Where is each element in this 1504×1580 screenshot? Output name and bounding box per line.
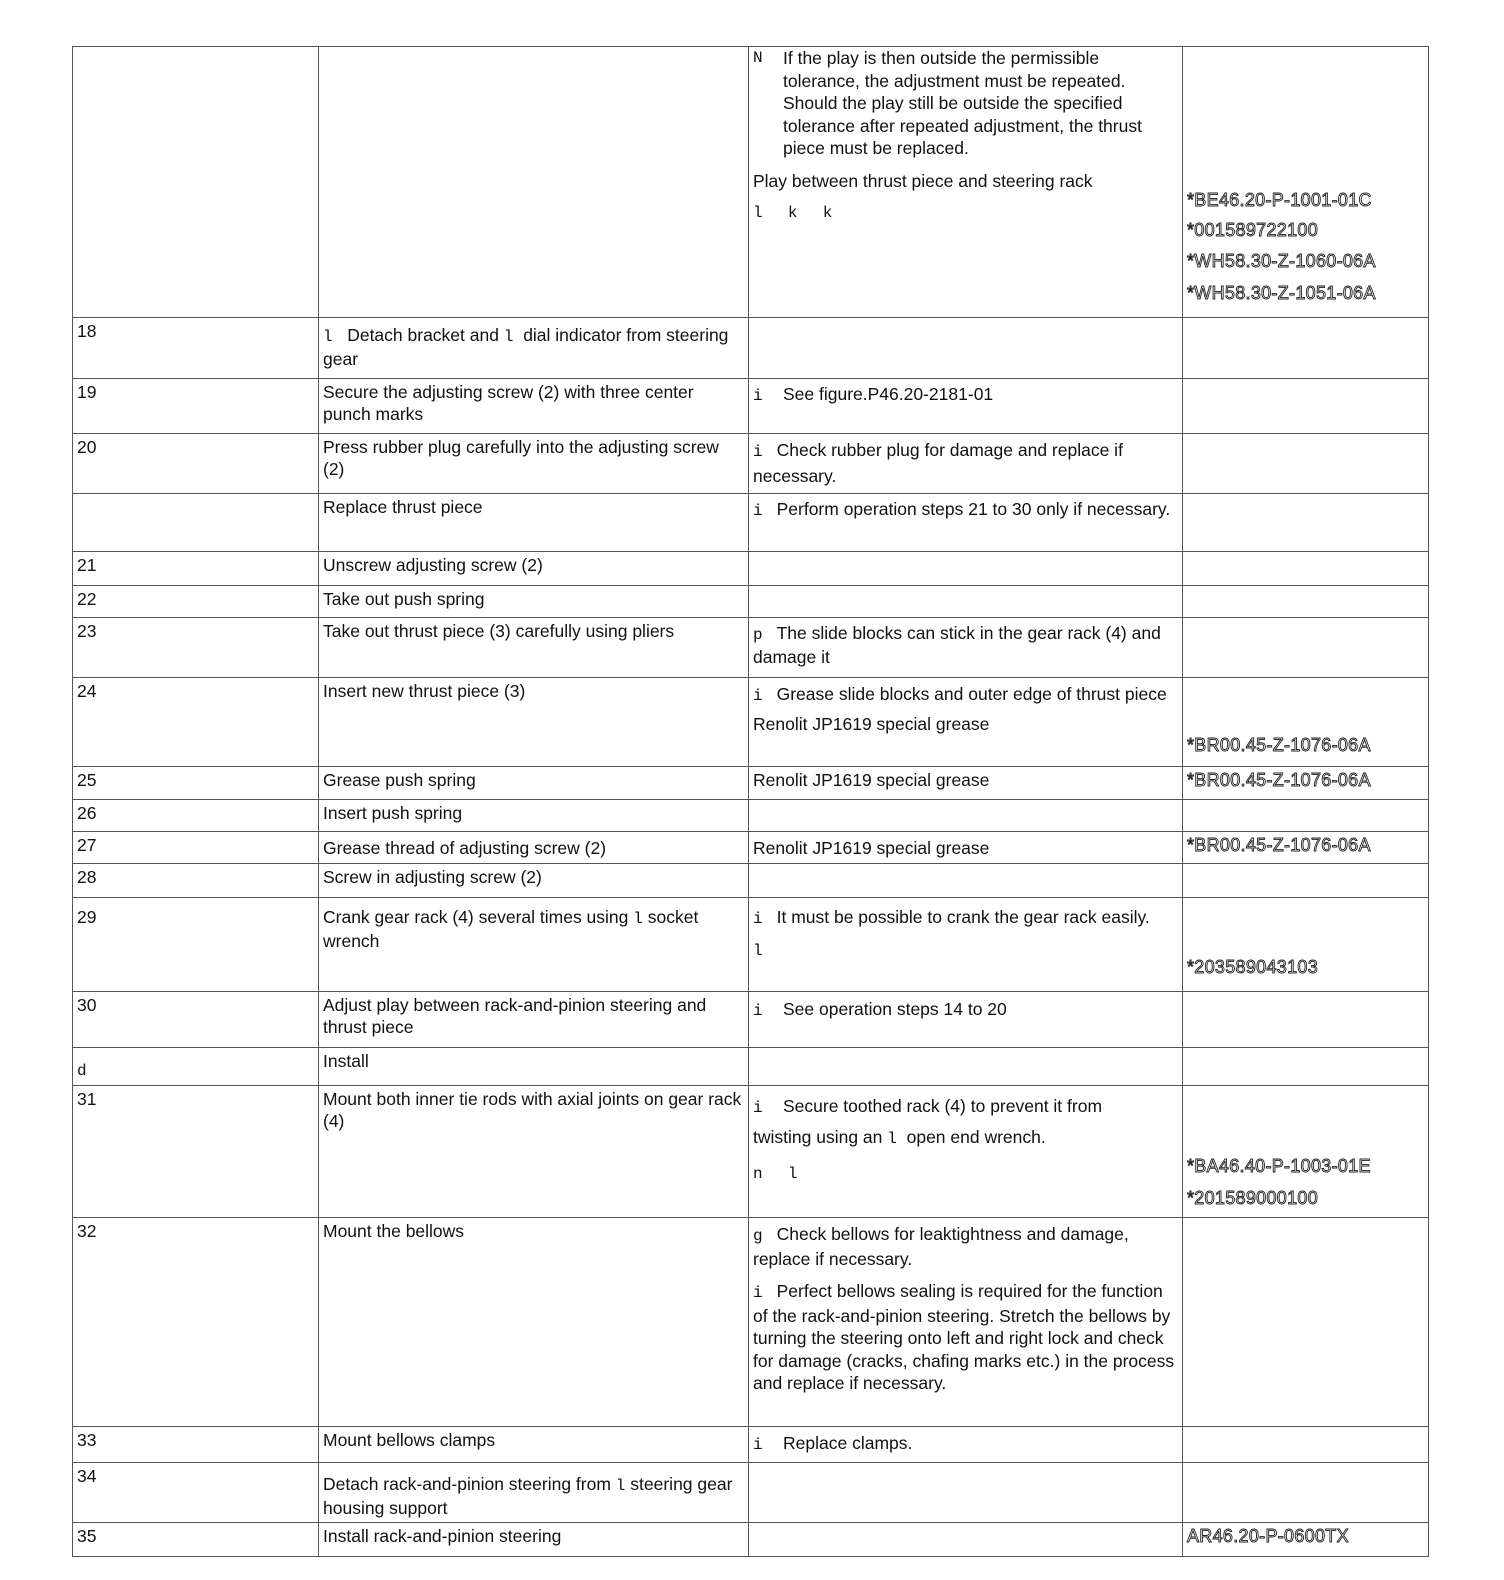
step-number: 23	[73, 618, 319, 678]
tool-symbol: l	[753, 203, 763, 222]
note-cell	[749, 379, 1183, 434]
table-row	[73, 832, 1429, 864]
reference-link[interactable]: AR46.20-P-0600TX	[1187, 1526, 1349, 1546]
table-row	[73, 1523, 1429, 1557]
tool-symbol: n	[753, 1165, 763, 1183]
action-text: Insert new thrust piece (3)	[319, 678, 749, 767]
step-number	[73, 1048, 319, 1086]
info-symbol: i	[753, 443, 763, 461]
action-text: Grease push spring	[319, 767, 749, 800]
table-row	[73, 1427, 1429, 1463]
step-number: 27	[73, 832, 319, 864]
note-text: Secure toothed rack (4) to prevent it from	[783, 1096, 1103, 1116]
section-heading: Install	[319, 1048, 749, 1086]
info-symbol: i	[753, 910, 763, 928]
table-row	[73, 47, 1429, 318]
note-cell	[749, 898, 1183, 992]
action-cell	[319, 898, 749, 992]
action-text: Unscrew adjusting screw (2)	[319, 552, 749, 586]
action-text: Crank gear rack (4) several times using	[323, 907, 629, 927]
note-text: It must be possible to crank the gear rack easily.	[776, 907, 1150, 927]
reference-link[interactable]: *BR00.45-Z-1076-06A	[1187, 770, 1371, 790]
table-row	[73, 767, 1429, 800]
action-text: Screw in adjusting screw (2)	[319, 864, 749, 898]
reference-link[interactable]: *WH58.30-Z-1060-06A	[1187, 251, 1376, 271]
info-symbol: i	[753, 1284, 763, 1302]
note-cell	[749, 618, 1183, 678]
note-cell	[749, 1218, 1183, 1427]
tool-symbol: k	[822, 203, 833, 222]
action-cell	[319, 318, 749, 379]
table-row	[73, 618, 1429, 678]
step-number: 26	[73, 800, 319, 832]
table-row	[73, 379, 1429, 434]
table-row	[73, 494, 1429, 552]
info-symbol: i	[753, 687, 763, 705]
step-number: 29	[73, 898, 319, 992]
reference-link[interactable]: *BE46.20-P-1001-01C	[1187, 190, 1372, 210]
note-text: Perform operation steps 21 to 30 only if necessary.	[776, 499, 1171, 519]
step-number: 19	[73, 379, 319, 434]
action-text: Adjust play between rack-and-pinion steering and thrust piece	[319, 992, 749, 1048]
action-text: Detach bracket and	[347, 325, 499, 345]
reference-link[interactable]: *201589000100	[1187, 1188, 1319, 1208]
step-number: 31	[73, 1086, 319, 1218]
note-text: The slide blocks can stick in the gear rack (4) and damage it	[753, 623, 1161, 667]
table-row	[73, 1086, 1429, 1218]
info-symbol: i	[753, 1099, 763, 1117]
tool-symbol: l	[503, 328, 514, 346]
note-text: Check rubber plug for damage and replace if necessary.	[753, 440, 1123, 486]
play-label: Play between thrust piece and steering rack	[753, 170, 1093, 191]
step-number: 20	[73, 434, 319, 494]
action-cell	[319, 1463, 749, 1523]
note-text: See figure.P46.20-2181-01	[783, 384, 994, 404]
action-text: Take out thrust piece (3) carefully using pliers	[319, 618, 749, 678]
warning-symbol: p	[753, 626, 763, 644]
step-number: 32	[73, 1218, 319, 1427]
note-text: twisting using an	[753, 1127, 883, 1147]
action-text: Grease thread of adjusting screw (2)	[319, 832, 749, 864]
tool-symbol: k	[787, 203, 798, 222]
reference-link[interactable]: *WH58.30-Z-1051-06A	[1187, 283, 1376, 303]
step-number: 30	[73, 992, 319, 1048]
note-text: Check bellows for leaktightness and damage, replace if necessary.	[753, 1224, 1129, 1269]
tool-symbol: l	[633, 910, 643, 928]
step-number: 28	[73, 864, 319, 898]
action-text: Mount both inner tie rods with axial joints on gear rack (4)	[319, 1086, 749, 1218]
step-number: 21	[73, 552, 319, 586]
table-row	[73, 318, 1429, 379]
action-text: Press rubber plug carefully into the adjusting screw (2)	[319, 434, 749, 494]
action-text: steering gear housing support	[323, 1474, 733, 1518]
info-symbol: i	[753, 387, 763, 405]
reference-link[interactable]: *001589722100	[1187, 220, 1319, 240]
tool-symbol: l	[887, 1130, 897, 1148]
step-number: 35	[73, 1523, 319, 1557]
table-row	[73, 1463, 1429, 1523]
table-row	[73, 864, 1429, 898]
action-text: Mount the bellows	[319, 1218, 749, 1427]
action-text: Insert push spring	[319, 800, 749, 832]
reference-cell	[1183, 678, 1429, 767]
grease-label: Renolit JP1619 special grease	[749, 767, 1183, 800]
table-row	[73, 552, 1429, 586]
action-text: Install rack-and-pinion steering	[319, 1523, 749, 1557]
reference-link[interactable]: *BR00.45-Z-1076-06A	[1187, 835, 1371, 855]
reference-cell	[1183, 1086, 1429, 1218]
step-number: 34	[73, 1463, 319, 1523]
step-number: 24	[73, 678, 319, 767]
table-row	[73, 898, 1429, 992]
table-row	[73, 1218, 1429, 1427]
step-number: 33	[73, 1427, 319, 1463]
table-row	[73, 1048, 1429, 1086]
action-text: socket wrench	[323, 907, 699, 951]
table-row	[73, 678, 1429, 767]
note-text: open end wrench.	[906, 1127, 1046, 1147]
reference-link[interactable]: *BA46.40-P-1003-01E	[1187, 1156, 1371, 1176]
tool-symbol: l	[753, 942, 763, 960]
grease-label: Renolit JP1619 special grease	[749, 832, 1183, 864]
note-cell	[749, 434, 1183, 494]
action-text: dial indicator from steering gear	[323, 325, 729, 369]
note-cell	[749, 47, 1183, 318]
note-text: See operation steps 14 to 20	[783, 999, 1007, 1019]
reference-link[interactable]: *BR00.45-Z-1076-06A	[1187, 735, 1371, 755]
warning-symbol: g	[753, 1227, 763, 1245]
table-row	[73, 992, 1429, 1048]
note-cell	[749, 1086, 1183, 1218]
reference-cell	[1183, 47, 1429, 318]
note-cell	[749, 678, 1183, 767]
action-text: Detach rack-and-pinion steering from	[323, 1474, 611, 1494]
reference-cell	[1183, 898, 1429, 992]
table-row	[73, 434, 1429, 494]
table-row	[73, 800, 1429, 832]
note-symbol: N	[753, 49, 763, 67]
reference-link[interactable]: *203589043103	[1187, 957, 1319, 977]
table-row	[73, 586, 1429, 618]
step-number: 25	[73, 767, 319, 800]
action-cell	[319, 47, 749, 318]
step-number-cell	[73, 47, 319, 318]
action-text: Mount bellows clamps	[319, 1427, 749, 1463]
step-number: 18	[73, 318, 319, 379]
note-text: If the play is then outside the permissible tolerance, the adjustment must be repeated. Should the play still be outside the specified tolerance after repeated adjustment, the thrust piece must be replaced.	[783, 48, 1142, 158]
info-symbol: i	[753, 502, 763, 520]
note-text: Grease slide blocks and outer edge of thrust piece	[776, 684, 1167, 704]
note-cell	[749, 494, 1183, 552]
section-symbol: d	[77, 1062, 87, 1080]
procedure-table	[72, 46, 1429, 1557]
step-number	[73, 494, 319, 552]
note-text: Perfect bellows sealing is required for the function of the rack-and-pinion steering. Stretch the bellows by turning the steering onto left and right lock and check for damage (cracks, chafing marks etc.) in the process and replace if necessary.	[753, 1281, 1175, 1393]
info-symbol: i	[753, 1002, 763, 1020]
grease-label: Renolit JP1619 special grease	[753, 714, 990, 734]
tool-symbol: l	[787, 1165, 798, 1183]
section-heading: Replace thrust piece	[319, 494, 749, 552]
note-cell	[749, 1427, 1183, 1463]
note-cell	[749, 992, 1183, 1048]
action-text: Take out push spring	[319, 586, 749, 618]
tool-symbol: l	[323, 328, 333, 346]
tool-symbol: l	[615, 1477, 626, 1495]
info-symbol: i	[753, 1436, 763, 1454]
action-text: Secure the adjusting screw (2) with three center punch marks	[319, 379, 749, 434]
note-text: Replace clamps.	[783, 1433, 913, 1453]
step-number: 22	[73, 586, 319, 618]
